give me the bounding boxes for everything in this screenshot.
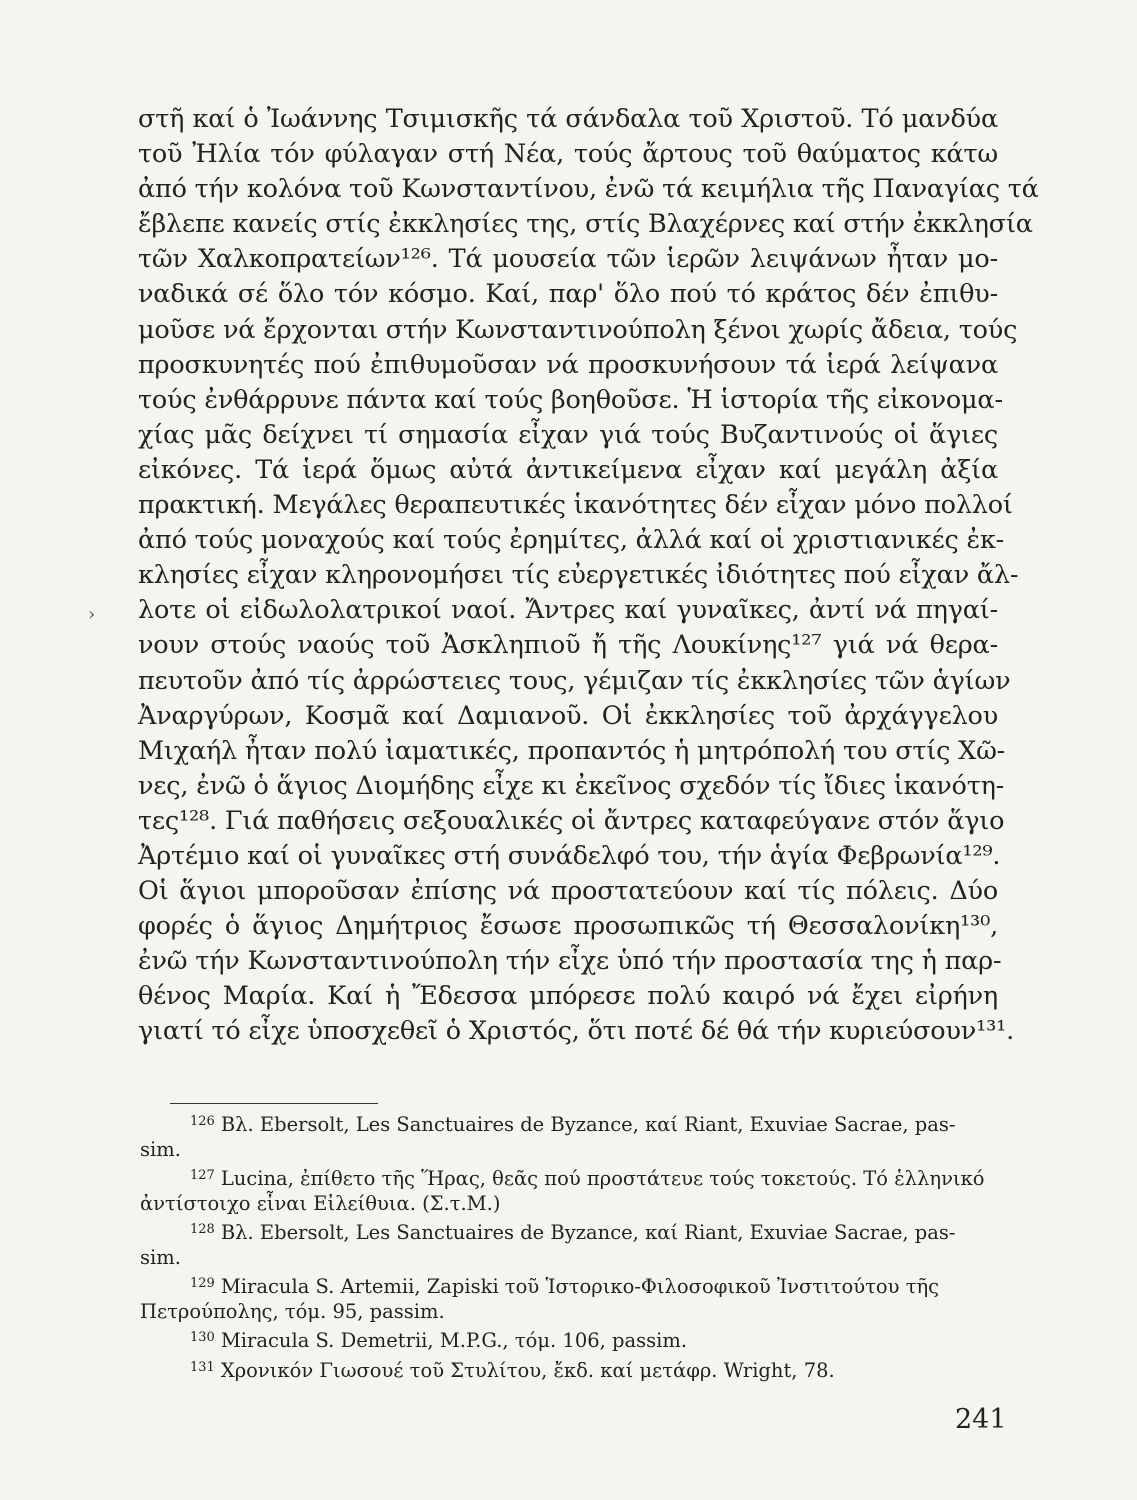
body-line: νες, ἐνῶ ὁ ἅγιος Διομήδης εἶχε κι ἐκεῖνος σχεδόν τίς ἴδιες ἱκανότη- (138, 770, 1005, 801)
body-line: γιατί τό εἶχε ὑποσχεθεῖ ὁ Χριστός, ὅτι ποτέ δέ θά τήν κυριεύσουν¹³¹. (138, 1016, 1015, 1047)
footnote-number: 129 (190, 1276, 215, 1291)
footnote-text: Miracula S. Demetrii, M.P.G., τόμ. 106, passim. (220, 1329, 688, 1352)
body-line: φορές ὁ ἅγιος Δημήτριος ἔσωσε προσωπικῶς τή Θεσσαλονίκη¹³⁰, (138, 911, 998, 942)
footnote-text: Miracula S. Artemii, Zapiski τοῦ Ἱστορικο-Φιλοσοφικοῦ Ἰνστιτούτου τῆς (220, 1275, 940, 1298)
body-line: νουν στούς ναούς τοῦ Ἀσκληπιοῦ ἤ τῆς Λουκίνης¹²⁷ γιά νά θερα- (138, 630, 998, 661)
footnote-separator (170, 1103, 378, 1104)
body-line: προσκυνητές πού ἐπιθυμοῦσαν νά προσκυνήσουν τά ἱερά λείψανα (138, 349, 998, 380)
footnote-first-line (140, 1110, 995, 1138)
footnote-text: Lucina, ἐπίθετο τῆς Ἥρας, θεᾶς πού προστάτευε τούς τοκετούς. Τό ἑλληνικό (220, 1167, 985, 1190)
footnote-number: 131 (190, 1359, 215, 1375)
body-text (138, 102, 1039, 1050)
footnote-number: 130 (190, 1330, 215, 1345)
footnote-first-line (140, 1272, 995, 1300)
footnote-number: 126 (190, 1114, 215, 1129)
footnote (140, 1218, 995, 1270)
footnote-continuation: sim. (140, 1137, 181, 1161)
body-line: Ἀρτέμιο καί οἱ γυναῖκες στή συνάδελφό του, τήν ἁγία Φεβρωνία¹²⁹. (138, 840, 1001, 871)
body-line: τῶν Χαλκοπρατείων¹²⁶. Τά μουσεία τῶν ἱερῶν λειψάνων ἦταν μο- (138, 244, 998, 275)
body-line: τούς ἐνθάρρυνε πάντα καί τούς βοηθοῦσε. Ἡ ἱστορία τῆς εἰκονομα- (138, 384, 1003, 415)
footnote (140, 1110, 995, 1162)
body-line: εἰκόνες. Τά ἱερά ὅμως αὐτά ἀντικείμενα εἶχαν καί μεγάλη ἀξία (138, 454, 998, 485)
footnote (140, 1326, 995, 1354)
body-line: πρακτική. Μεγάλες θεραπευτικές ἱκανότητες δέν εἶχαν μόνο πολλοί (138, 490, 1013, 521)
footnote-continuation: ἀντίστοιχο εἶναι Εἰλείθυια. (Σ.τ.Μ.) (140, 1191, 501, 1215)
footnotes (140, 1110, 995, 1385)
footnote-continuation: sim. (140, 1245, 181, 1269)
body-line: τες¹²⁸. Γιά παθήσεις σεξουαλικές οἱ ἄντρες καταφεύγανε στόν ἅγιο (138, 805, 1005, 836)
footnote-first-line (140, 1218, 995, 1246)
body-line: στῆ καί ὁ Ἰωάννης Τσιμισκῆς τά σάνδαλα τοῦ Χριστοῦ. Τό μανδύα (138, 104, 998, 134)
body-line: ἀπό τούς μοναχούς καί τούς ἐρημίτες, ἀλλά καί οἱ χριστιανικές ἐκ- (138, 525, 1005, 556)
footnote-first-line (140, 1326, 995, 1354)
body-line: ἀπό τήν κολόνα τοῦ Κωνσταντίνου, ἐνῶ τά κειμήλια τῆς Παναγίας τά (138, 174, 1039, 205)
footnote-text: Βλ. Ebersolt, Les Sanctuaires de Byzance, καί Riant, Exuviae Sacrae, pas- (220, 1221, 956, 1244)
body-line: Μιχαήλ ἦταν πολύ ἰαματικές, προπαντός ἡ μητρόπολή του στίς Χῶ- (138, 735, 1006, 766)
body-line: θένος Μαρία. Καί ἡ Ἔδεσσα μπόρεσε πολύ καιρό νά ἔχει εἰρήνη (138, 981, 998, 1012)
body-line: ἔβλεπε κανείς στίς ἐκκλησίες της, στίς Βλαχέρνες καί στήν ἐκκλησία (138, 209, 1033, 240)
footnote-text: Βλ. Ebersolt, Les Sanctuaires de Byzance, καί Riant, Exuviae Sacrae, pas- (220, 1113, 956, 1136)
body-line: Ἀναργύρων, Κοσμᾶ καί Δαμιανοῦ. Οἱ ἐκκλησίες τοῦ ἀρχάγγελου (138, 700, 998, 731)
body-line: τοῦ Ἠλία τόν φύλαγαν στή Νέα, τούς ἄρτους τοῦ θαύματος κάτω (138, 139, 998, 170)
footnote (140, 1272, 995, 1324)
footnote-first-line (140, 1164, 995, 1192)
footnote (140, 1164, 995, 1216)
body-line: λοτε οἱ εἰδωλολατρικοί ναοί. Ἄντρες καί γυναῖκες, ἀντί νά πηγαί- (138, 595, 998, 626)
body-line: μοῦσε νά ἔρχονται στήν Κωνσταντινούπολη ξένοι χωρίς ἄδεια, τούς (138, 314, 1018, 345)
footnote-number: 127 (190, 1168, 215, 1183)
footnote-text: Χρονικόν Γιωσουέ τοῦ Στυλίτου, ἔκδ. καί μετάφρ. Wright, 78. (220, 1358, 835, 1382)
footnote-first-line (140, 1356, 995, 1384)
body-line: ναδικά σέ ὅλο τόν κόσμο. Καί, παρ' ὅλο πού τό κράτος δέν ἐπιθυ- (138, 279, 998, 310)
body-line: κλησίες εἶχαν κληρονομήσει τίς εὐεργετικές ἰδιότητες πού εἶχαν ἄλ- (138, 560, 1019, 591)
page-number: 241 (955, 1404, 1007, 1435)
body-line: ἐνῶ τήν Κωνσταντινούπολη τήν εἶχε ὑπό τήν προστασία της ἡ παρ- (138, 946, 1002, 977)
body-line: πευτοῦν ἀπό τίς ἀρρώστειες τους, γέμιζαν τίς ἐκκλησίες τῶν ἁγίων (138, 665, 1011, 696)
footnote (140, 1356, 995, 1384)
footnote-number: 128 (190, 1222, 215, 1237)
body-line: χίας μᾶς δείχνει τί σημασία εἶχαν γιά τούς Βυζαντινούς οἱ ἅγιες (138, 419, 998, 450)
margin-mark: › (88, 604, 96, 625)
body-line: Οἱ ἅγιοι μποροῦσαν ἐπίσης νά προστατεύουν καί τίς πόλεις. Δύο (138, 876, 998, 907)
footnote-continuation: Πετρούπολης, τόμ. 95, passim. (140, 1299, 445, 1323)
